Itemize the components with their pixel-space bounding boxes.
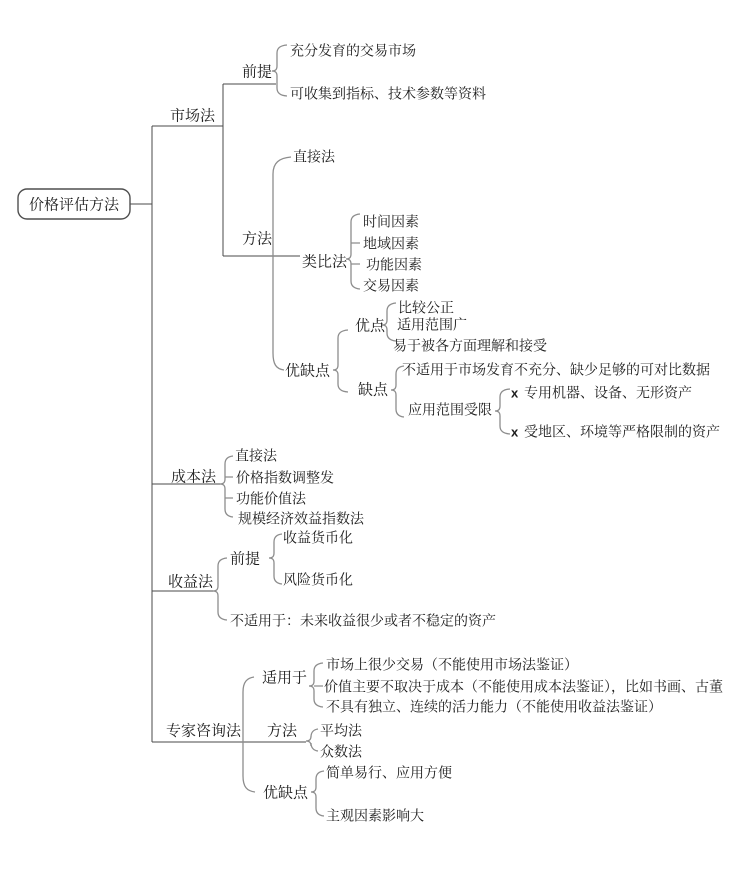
node-yiyu: 易于被各方面理解和接受: [393, 337, 547, 354]
node-diyu: 地域因素: [363, 235, 419, 252]
node-chengbenfa: 成本法: [171, 468, 217, 486]
leibifa-brace: [346, 214, 360, 289]
node-gongneng: 功能因素: [366, 256, 422, 273]
node-bujuyou: 不具有独立、连续的活力能力（不能使用收益法鉴证）: [326, 698, 662, 715]
node-zhuanyong: 专用机器、设备、无形资产: [524, 384, 692, 401]
node-fangfa-2: 方法: [267, 722, 298, 740]
x-marker-icon: x: [511, 385, 519, 401]
x-marker-icon: x: [511, 424, 519, 440]
fangfa-2-brace: [306, 729, 318, 751]
node-bushiyong-2: 不适用于：未来收益很少或者不稳定的资产: [230, 612, 496, 629]
node-qianti-1: 前提: [242, 63, 273, 81]
node-zhuguan: 主观因素影响大: [326, 807, 424, 824]
node-shouyifa: 收益法: [168, 573, 214, 591]
node-jiaoyi: 交易因素: [363, 277, 419, 294]
zhijiefa-to-youquedian-curve: [273, 157, 291, 370]
shiyongyu-to-youquedian-curve: [243, 677, 255, 792]
yingyongfanwei-brace: [495, 389, 510, 434]
qianti-1-brace: [272, 45, 287, 96]
root-node-label: 价格评估方法: [28, 196, 120, 214]
chengbenfa-brace: [220, 456, 233, 517]
shouyifa-brace: [213, 558, 227, 620]
node-quedian: 缺点: [358, 381, 389, 399]
node-shiyongfanwei: 适用范围广: [397, 316, 467, 333]
node-qianti-2: 前提: [230, 550, 261, 568]
node-zhongshufa: 众数法: [320, 743, 362, 760]
node-jiandan: 简单易行、应用方便: [326, 764, 452, 781]
shiyongyu-brace: [309, 663, 323, 707]
node-shichangshang: 市场上很少交易（不能使用市场法鉴证）: [326, 656, 578, 673]
node-bushiyong-1: 不适用于市场发育不充分、缺少足够的可对比数据: [402, 361, 710, 378]
node-youdian: 优点: [355, 317, 386, 335]
node-keshouji: 可收集到指标、技术参数等资料: [290, 85, 486, 102]
node-jiagezhishu: 价格指数调整发: [236, 469, 334, 486]
node-shiyongyu: 适用于: [262, 669, 308, 687]
node-pingjunfa: 平均法: [320, 722, 362, 739]
node-zhijiefa-1: 直接法: [293, 148, 335, 165]
node-fangfa-1: 方法: [242, 230, 273, 248]
node-shoudiqu: 受地区、环境等严格限制的资产: [524, 423, 720, 440]
node-zhuanjia: 专家咨询法: [166, 722, 242, 740]
node-shijian: 时间因素: [363, 213, 419, 230]
node-youquedian-1: 优缺点: [285, 362, 331, 380]
node-bijiao: 比较公正: [398, 299, 454, 316]
youquedian-1-brace: [333, 330, 348, 392]
qianti-2-brace: [269, 534, 282, 584]
node-chongfen: 充分发育的交易市场: [290, 42, 416, 59]
node-yingyongfanwei: 应用范围受限: [408, 401, 492, 418]
node-zhijiefa-2: 直接法: [235, 447, 277, 464]
node-fengxianhuobi: 风险货币化: [283, 571, 353, 588]
youquedian-2-brace: [311, 771, 324, 816]
node-gongnengjiazhi: 功能价值法: [236, 490, 306, 507]
node-jiazhi: 价值主要不取决于成本（不能使用成本法鉴证），比如书画、古董: [324, 678, 723, 695]
node-youquedian-2: 优缺点: [263, 784, 309, 802]
node-guimo: 规模经济效益指数法: [238, 510, 364, 527]
node-shichangfa: 市场法: [170, 107, 216, 125]
node-leibifa: 类比法: [302, 253, 348, 271]
node-shouyihuobi: 收益货币化: [283, 529, 353, 546]
